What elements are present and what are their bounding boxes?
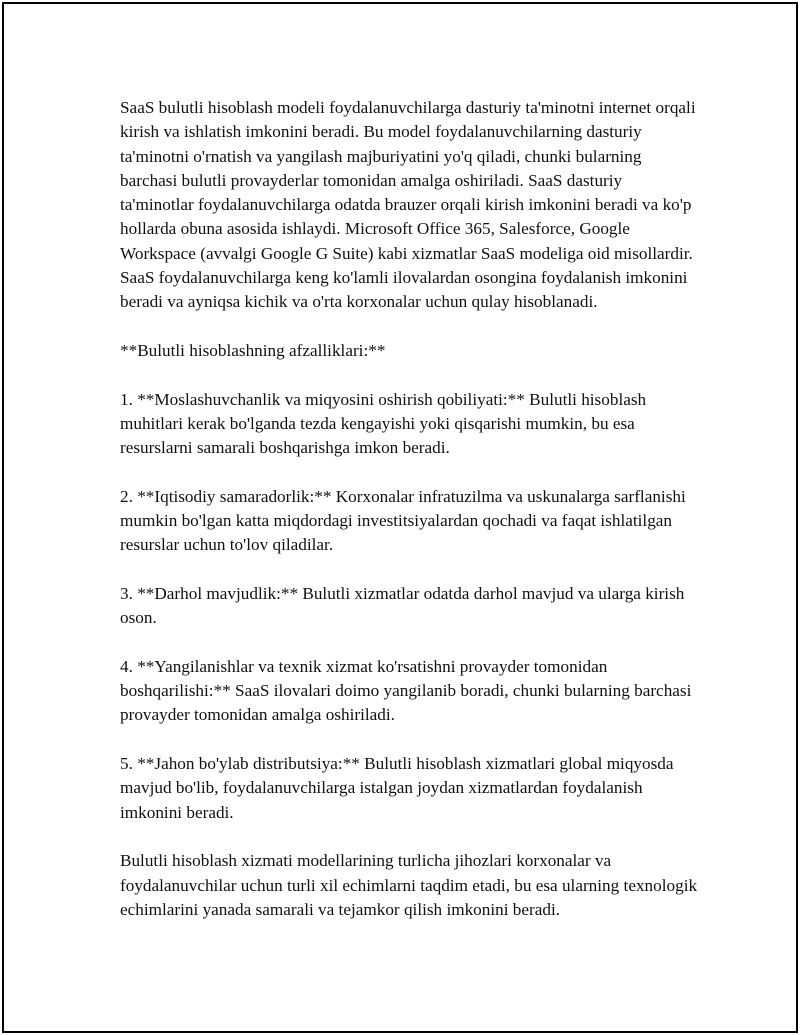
advantages-heading: **Bulutli hisoblashning afzalliklari:** bbox=[120, 340, 386, 360]
advantage-item-5: 5. **Jahon bo'ylab distributsiya:** Bulutli hisoblash xizmatlari global miqyosda mavjud bo'lib, foydalanuvchilarga istalgan joydan xizmatlardan foydalanish imkonini beradi. bbox=[120, 754, 674, 822]
advantage-item-3: 3. **Darhol mavjudlik:** Bulutli xizmatlar odatda darhol mavjud va ularga kirish oson. bbox=[120, 583, 685, 628]
conclusion-paragraph: Bulutli hisoblash xizmati modellarining turlicha jihozlari korxonalar va foydalanuvchilar uchun turli xil echimlarni taqdim etadi, bu esa ularning texnologik echimlarini yanada samarali va tejamkor qilish imkonini beradi. bbox=[120, 851, 698, 919]
advantage-item-4: 4. **Yangilanishlar va texnik xizmat ko'rsatishni provayder tomonidan boshqarilishi:** SaaS ilovalari doimo yangilanib boradi, chunki bularning barchasi provayder tomonidan amalga oshiriladi. bbox=[120, 656, 692, 725]
document-body bbox=[120, 96, 700, 922]
document-page bbox=[2, 2, 798, 1033]
advantage-item-2: 2. **Iqtisodiy samaradorlik:** Korxonalar infratuzilma va uskunalarga sarflanishi mumkin bo'lgan katta miqdordagi investitsiyalardan qochadi va faqat ishlatilgan resurslar uchun to'lov qiladilar. bbox=[120, 486, 686, 555]
advantage-item-1: 1. **Moslashuvchanlik va miqyosini oshirish qobiliyati:** Bulutli hisoblash muhitlari kerak bo'lganda tezda kengayishi yoki qisqarishi mumkin, bu esa resurslarni samarali boshqarishga imkon beradi. bbox=[120, 389, 647, 458]
intro-paragraph: SaaS bulutli hisoblash modeli foydalanuvchilarga dasturiy ta'minotni internet orqali kirish va ishlatish imkonini beradi. Bu model foydalanuvchilarning dasturiy ta'minotni o'rnatish va yangilash majburiyatini yo'q qiladi, chunki bularning barchasi bulutli provayderlar tomonidan amalga oshiriladi. SaaS dasturiy ta'minotlar foydalanuvchilarga odatda brauzer orqali kirish imkonini beradi va ko'p hollarda obuna asosida ishlaydi. Microsoft Office 365, Salesforce, Google Workspace (avvalgi Google G Suite) kabi xizmatlar SaaS modeliga oid misollardir. SaaS foydalanuvchilarga keng ko'lamli ilovalardan osongina foydalanish imkonini beradi va ayniqsa kichik va o'rta korxonalar uchun qulay hisoblanadi. bbox=[120, 98, 696, 312]
